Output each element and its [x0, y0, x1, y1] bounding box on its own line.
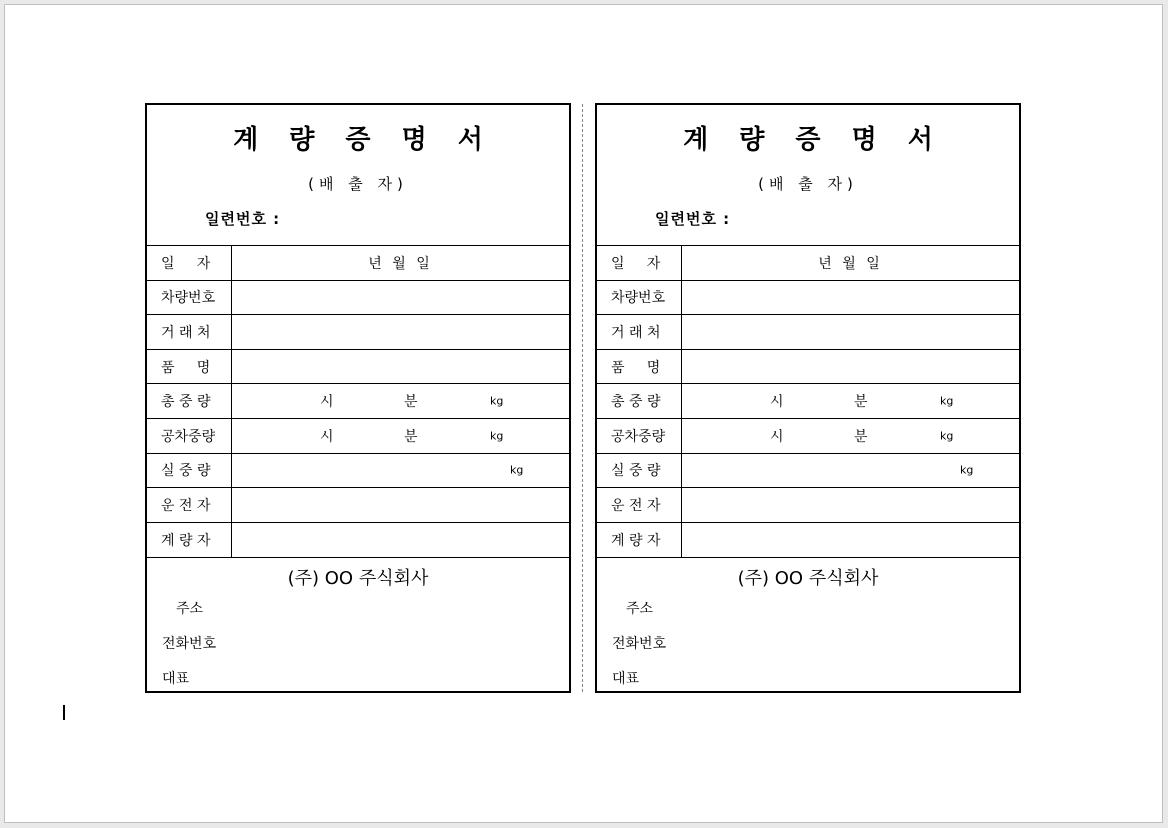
cut-line [582, 104, 583, 692]
certificate-table [147, 246, 569, 557]
row-value[interactable] [682, 384, 1019, 418]
row-label: 공차중량 [147, 419, 232, 453]
unit-label: kg [960, 463, 974, 477]
row-label: 차량번호 [147, 281, 232, 315]
weighing-certificate-right [595, 103, 1021, 693]
row-net-weight [147, 454, 569, 489]
row-value[interactable] [682, 315, 1019, 349]
minute-label: 분 [854, 394, 868, 411]
row-gross-weight [597, 384, 1019, 419]
date-format-text: 년 월 일 [368, 255, 433, 272]
address-label: 주소 [176, 601, 204, 618]
row-value[interactable] [232, 454, 569, 488]
certificate-footer [597, 557, 1019, 694]
company-name: (주) OO 주식회사 [287, 568, 429, 590]
row-label: 거 래 처 [597, 315, 682, 349]
certificate-header [147, 105, 569, 246]
row-label: 품 명 [147, 350, 232, 384]
representative-label: 대표 [612, 671, 640, 688]
row-value[interactable] [682, 523, 1019, 558]
row-label: 품 명 [597, 350, 682, 384]
row-driver [597, 488, 1019, 523]
row-label: 실 중 량 [597, 454, 682, 488]
row-value[interactable] [682, 246, 1019, 280]
unit-label: kg [510, 463, 524, 477]
row-label: 운 전 자 [147, 488, 232, 522]
row-tare-weight [597, 419, 1019, 454]
date-format-text: 년 월 일 [818, 255, 883, 272]
phone-label: 전화번호 [612, 636, 667, 653]
certificate-subtitle: (배 출 자) [308, 175, 408, 193]
unit-label: kg [940, 394, 954, 408]
row-label: 총 중 량 [147, 384, 232, 418]
certificate-title: 계 량 증 명 서 [233, 125, 494, 155]
row-value[interactable] [682, 419, 1019, 453]
row-weigher [147, 523, 569, 558]
row-date [597, 246, 1019, 281]
row-value[interactable] [232, 350, 569, 384]
row-label: 계 량 자 [597, 523, 682, 558]
certificate-footer [147, 557, 569, 694]
phone-label: 전화번호 [162, 636, 217, 653]
row-label: 일 자 [147, 246, 232, 280]
serial-number-label: 일련번호 : [655, 210, 731, 228]
certificate-header [597, 105, 1019, 246]
hour-label: 시 [770, 428, 784, 445]
serial-number-label: 일련번호 : [205, 210, 281, 228]
row-item-name [147, 350, 569, 385]
row-label: 운 전 자 [597, 488, 682, 522]
row-tare-weight [147, 419, 569, 454]
unit-label: kg [490, 394, 504, 408]
row-date [147, 246, 569, 281]
row-value[interactable] [682, 281, 1019, 315]
minute-label: 분 [854, 428, 868, 445]
row-label: 일 자 [597, 246, 682, 280]
company-name: (주) OO 주식회사 [737, 568, 879, 590]
row-value[interactable] [682, 454, 1019, 488]
text-cursor [63, 705, 65, 720]
minute-label: 분 [404, 394, 418, 411]
row-vehicle-number [147, 281, 569, 316]
hour-label: 시 [770, 394, 784, 411]
row-driver [147, 488, 569, 523]
row-label: 총 중 량 [597, 384, 682, 418]
row-value[interactable] [232, 523, 569, 558]
unit-label: kg [940, 429, 954, 443]
weighing-certificate-left [145, 103, 571, 693]
row-value[interactable] [232, 419, 569, 453]
row-net-weight [597, 454, 1019, 489]
unit-label: kg [490, 429, 504, 443]
row-value[interactable] [232, 246, 569, 280]
hour-label: 시 [320, 394, 334, 411]
row-label: 실 중 량 [147, 454, 232, 488]
row-vehicle-number [597, 281, 1019, 316]
row-value[interactable] [232, 281, 569, 315]
row-value[interactable] [682, 350, 1019, 384]
row-item-name [597, 350, 1019, 385]
row-value[interactable] [682, 488, 1019, 522]
row-label: 차량번호 [597, 281, 682, 315]
certificate-subtitle: (배 출 자) [758, 175, 858, 193]
row-client [597, 315, 1019, 350]
row-label: 계 량 자 [147, 523, 232, 558]
row-weigher [597, 523, 1019, 558]
row-value[interactable] [232, 315, 569, 349]
minute-label: 분 [404, 428, 418, 445]
hour-label: 시 [320, 428, 334, 445]
row-gross-weight [147, 384, 569, 419]
row-value[interactable] [232, 488, 569, 522]
address-label: 주소 [626, 601, 654, 618]
row-label: 거 래 처 [147, 315, 232, 349]
row-client [147, 315, 569, 350]
row-value[interactable] [232, 384, 569, 418]
certificate-title: 계 량 증 명 서 [683, 125, 944, 155]
row-label: 공차중량 [597, 419, 682, 453]
certificate-table [597, 246, 1019, 557]
representative-label: 대표 [162, 671, 190, 688]
